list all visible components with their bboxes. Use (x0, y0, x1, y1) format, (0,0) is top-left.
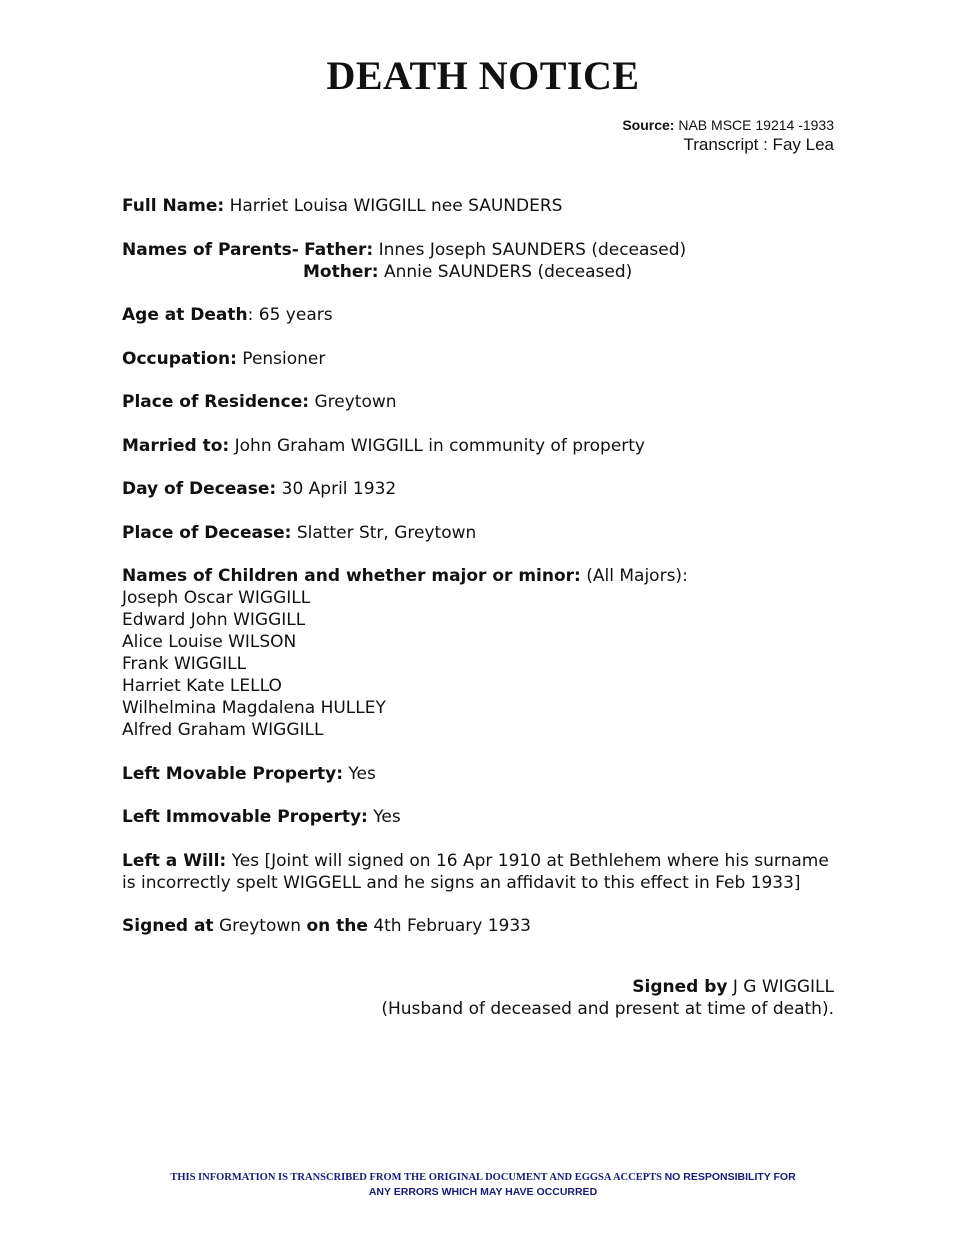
disclaimer-line-2: ANY ERRORS WHICH MAY HAVE OCCURRED (368, 1186, 598, 1198)
notice-body (122, 195, 842, 937)
children-note: (All Majors): (586, 566, 688, 586)
list-item: Joseph Oscar WIGGILL (122, 588, 311, 608)
source-line (622, 116, 834, 134)
signed-date: 4th February 1933 (373, 916, 531, 936)
source-block (622, 116, 834, 155)
source-label: Source: (622, 117, 675, 133)
signed-by-line (381, 976, 834, 998)
age-field (122, 304, 842, 326)
transcript-credit: Transcript : Fay Lea (683, 135, 834, 154)
residence-field (122, 391, 842, 413)
mother-field (122, 261, 842, 283)
disclaimer-part-2: NO RESPONSIBILITY FOR (664, 1171, 796, 1183)
field-value: Pensioner (242, 348, 326, 369)
father-field (122, 239, 842, 261)
field-value: Greytown (314, 392, 397, 412)
children-heading (122, 565, 842, 587)
signed-at-place: Greytown (218, 916, 302, 936)
signed-by-name: J G WIGGILL (732, 977, 834, 997)
field-label: Left a Will: (122, 850, 227, 871)
source-value: NAB MSCE 19214 -1933 (678, 117, 834, 133)
immovable-property-field (122, 806, 842, 828)
field-label: Day of Decease: (122, 479, 277, 499)
married-field (122, 435, 842, 457)
signed-at-field (122, 915, 842, 937)
field-label: Age at Death (122, 305, 248, 325)
signed-by-note: (Husband of deceased and present at time of death). (381, 999, 834, 1019)
field-label: Occupation: (122, 348, 237, 369)
list-item: Alice Louise WILSON (122, 632, 297, 652)
field-label: Names of Children and whether major or minor: (122, 566, 581, 586)
field-label: Place of Residence: (122, 392, 310, 412)
mother-value: Annie SAUNDERS (deceased) (383, 261, 633, 282)
day-of-decease-field (122, 478, 842, 500)
list-item: Alfred Graham WIGGILL (122, 720, 324, 740)
father-label: Father: (304, 239, 374, 260)
will-field (122, 850, 842, 894)
field-value: Yes (373, 807, 401, 827)
disclaimer-part-1: THIS INFORMATION IS TRANSCRIBED FROM THE ORIGINAL DOCUMENT AND EGGSA ACCEPTS (170, 1172, 662, 1183)
disclaimer-line-1 (0, 1170, 966, 1185)
children-list (122, 587, 842, 741)
field-label: Left Immovable Property: (122, 807, 368, 827)
field-label: Married to: (122, 435, 230, 456)
field-label: Left Movable Property: (122, 763, 344, 784)
disclaimer-footer (0, 1170, 966, 1199)
field-value: Harriet Louisa WIGGILL nee SAUNDERS (229, 196, 563, 216)
page-title: DEATH NOTICE (326, 53, 640, 98)
signed-at-label: Signed at (122, 916, 214, 936)
signed-on-label: on the (306, 916, 368, 936)
list-item: Edward John WIGGILL (122, 610, 306, 630)
signature-block (381, 976, 834, 1020)
field-label: Place of Decease: (122, 522, 292, 543)
field-value: Yes (348, 763, 376, 784)
signed-by-label: Signed by (632, 977, 728, 997)
field-value: : 65 years (247, 305, 333, 325)
field-value: 30 April 1932 (281, 479, 397, 499)
list-item: Wilhelmina Magdalena HULLEY (122, 698, 386, 718)
occupation-field (122, 348, 842, 370)
list-item: Frank WIGGILL (122, 654, 247, 674)
field-value: John Graham WIGGILL in community of property (234, 435, 645, 456)
field-value: Slatter Str, Greytown (296, 522, 477, 543)
field-label: Full Name: (122, 196, 225, 216)
father-value: Innes Joseph SAUNDERS (deceased) (378, 239, 687, 260)
full-name-field (122, 195, 842, 217)
field-value: Yes [Joint will signed on 16 Apr 1910 at Bethlehem where his surname is incorrectly spelt WIGGELL and he signs an affidavit to this effect in Feb 1933] (122, 850, 829, 893)
parents-label: Names of Parents- (122, 239, 299, 260)
movable-property-field (122, 763, 842, 785)
list-item: Harriet Kate LELLO (122, 676, 282, 696)
mother-label: Mother: (303, 261, 379, 282)
place-of-decease-field (122, 522, 842, 544)
